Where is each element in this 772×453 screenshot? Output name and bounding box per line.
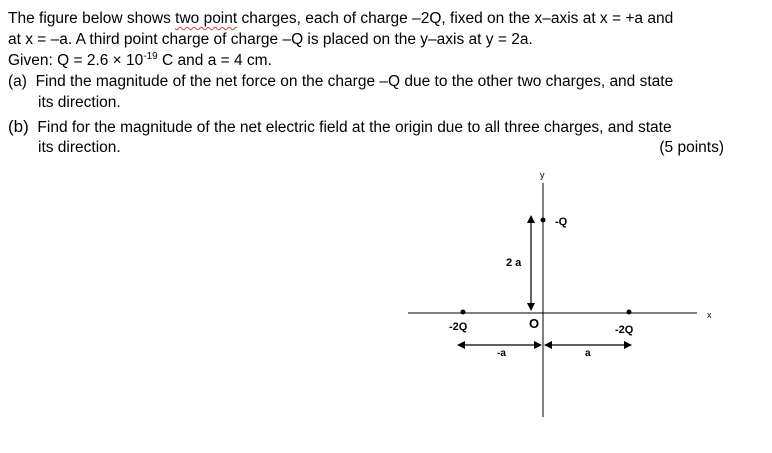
- given-post: C and a = 4 cm.: [157, 52, 272, 69]
- top-charge-dot: [541, 218, 546, 223]
- part-a-line-2: its direction.: [38, 94, 121, 111]
- y-axis-label: y: [540, 170, 545, 180]
- part-b-label: (b): [8, 117, 29, 136]
- given-exponent: -19: [143, 50, 158, 62]
- left-dimension-label: -a: [497, 348, 506, 359]
- x-axis-label: x: [707, 310, 712, 320]
- right-dimension-label: a: [585, 348, 591, 359]
- problem-line-1-post: charges, each of charge –2Q, fixed on the x–axis at x = +a and: [237, 10, 674, 27]
- top-charge-label: -Q: [555, 216, 568, 228]
- spellcheck-underlined-text: two point: [175, 10, 238, 27]
- points-label: (5 points): [659, 139, 724, 156]
- problem-line-1-pre: The figure below shows: [8, 10, 176, 27]
- origin-label: O: [529, 316, 540, 331]
- given-pre: Given: Q = 2.6 × 10: [8, 52, 144, 69]
- height-dimension-label: 2 a: [506, 257, 522, 269]
- part-b-line-2: its direction.: [38, 139, 121, 156]
- left-charge-label: -2Q: [449, 321, 468, 333]
- right-charge-dot: [627, 310, 632, 315]
- part-b-text-1: Find for the magnitude of the net electric field at the origin due to all three charges, and state: [37, 119, 672, 136]
- right-charge-label: -2Q: [615, 324, 634, 336]
- problem-line-2: at x = –a. A third point charge of charge –Q is placed on the y–axis at y = 2a.: [8, 31, 533, 48]
- part-a-text-1: Find the magnitude of the net force on the charge –Q due to the other two charges, and state: [35, 73, 674, 90]
- left-charge-dot: [461, 310, 466, 315]
- part-a-label: (a): [8, 73, 27, 90]
